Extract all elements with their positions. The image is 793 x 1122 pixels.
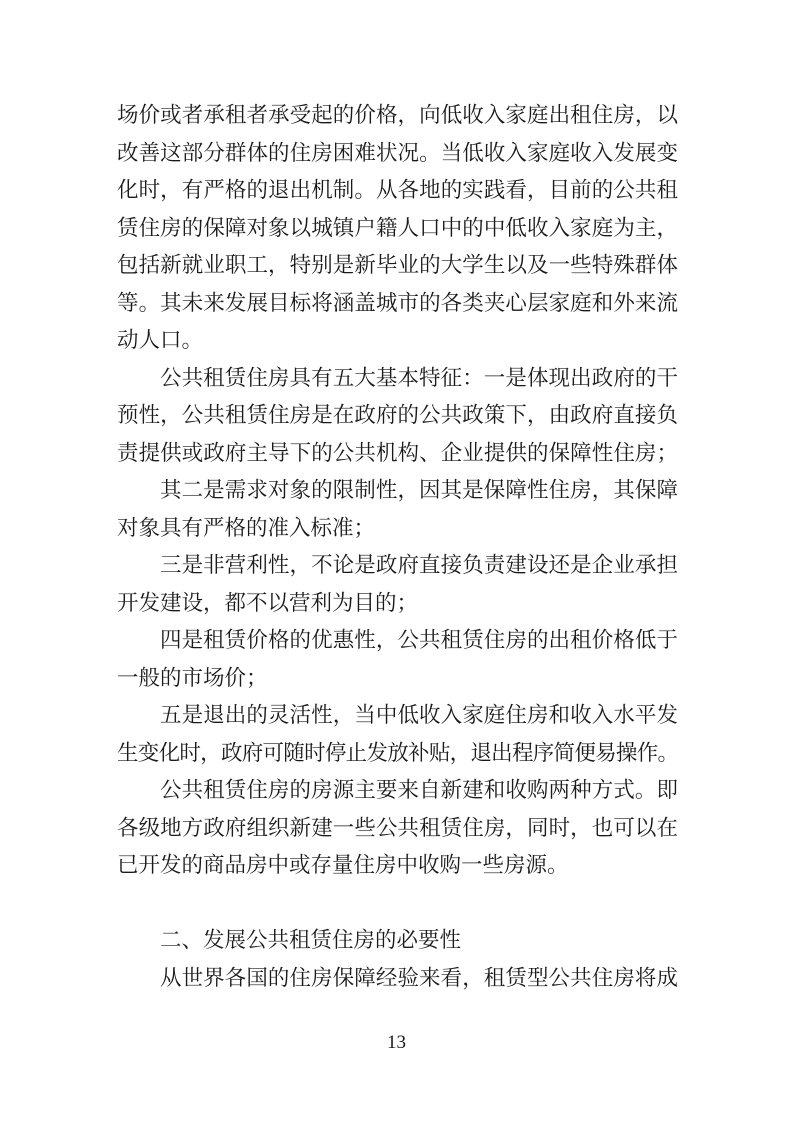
text-line: 从世界各国的住房保障经验来看，租赁型公共住房将成 [160,965,678,990]
document-text [117,97,678,997]
text-line: 场价或者承租者承受起的价格，向低收入家庭出租住房，以 [117,103,678,127]
text-line: 公共租赁住房的房源主要来自新建和收购两种方式。即 [160,778,678,802]
text-line: 化时，有严格的退出机制。从各地的实践看，目前的公共租 [117,178,678,202]
section-heading: 二、发展公共租赁住房的必要性 [160,928,462,952]
text-line: 开发建设，都不以营利为目的； [117,590,419,615]
text-line: 生变化时，政府可随时停止发放补贴，退出程序简便易操作。 [117,740,678,765]
text-line: 改善这部分群体的住房困难状况。当低收入家庭收入发展变 [117,140,678,165]
text-line: 已开发的商品房中或存量住房中收购一些房源。 [117,853,569,877]
text-line: 公共租赁住房具有五大基本特征：一是体现出政府的干 [160,365,678,390]
text-line: 各级地方政府组织新建一些公共租赁住房，同时，也可以在 [117,815,678,840]
text-line: 其二是需求对象的限制性，因其是保障性住房，其保障 [160,478,678,502]
text-line: 责提供或政府主导下的公共机构、企业提供的保障性住房； [117,440,678,465]
text-line: 包括新就业职工，特别是新毕业的大学生以及一些特殊群体 [117,253,678,277]
text-line: 三是非营利性，不论是政府直接负责建设还是企业承担 [160,553,678,577]
text-line: 对象具有严格的准入标准； [117,515,376,540]
page-number: 13 [387,1032,406,1053]
text-line: 赁住房的保障对象以城镇户籍人口中的中低收入家庭为主， [117,215,678,240]
text-line: 一般的市场价； [117,665,268,690]
text-line: 四是租赁价格的优惠性，公共租赁住房的出租价格低于 [160,628,678,652]
text-line: 等。其未来发展目标将涵盖城市的各类夹心层家庭和外来流 [117,290,678,315]
text-line: 动人口。 [117,328,204,352]
blank-line [117,885,678,923]
text-line: 五是退出的灵活性，当中低收入家庭住房和收入水平发 [160,703,678,727]
text-line: 预性，公共租赁住房是在政府的公共政策下，由政府直接负 [117,403,678,427]
